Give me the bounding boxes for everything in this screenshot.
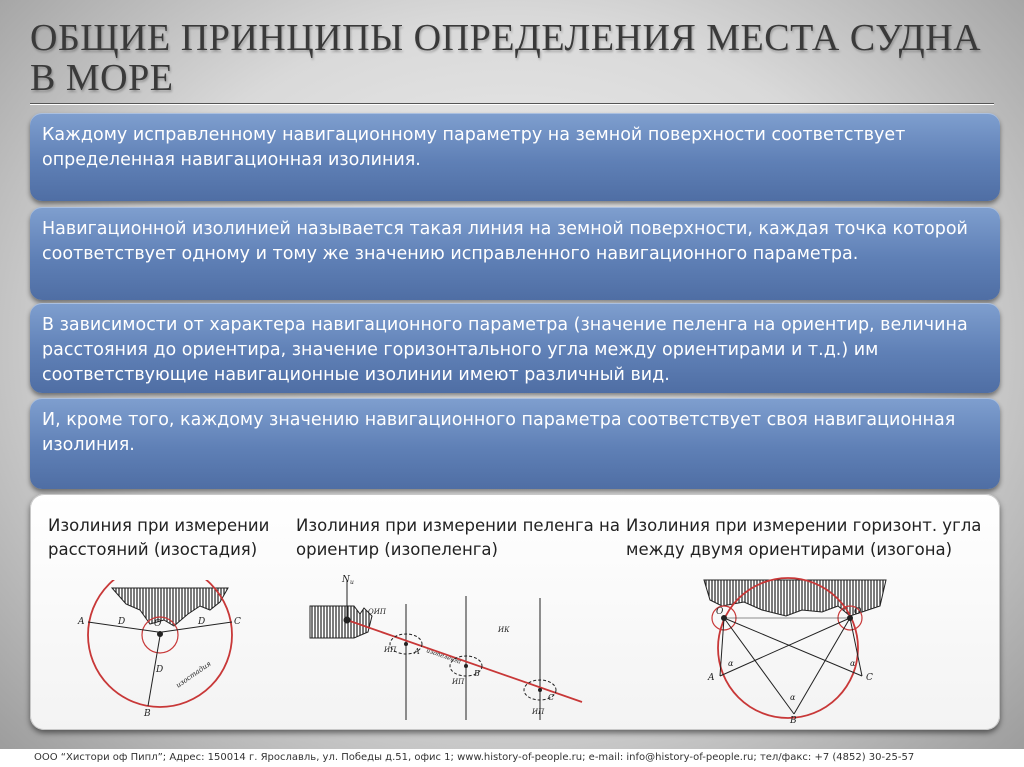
- caption-isostadia: Изолиния при измерении расстояний (изостадия): [48, 516, 270, 559]
- info-card-2-text: Навигационной изолинией называется такая линия на земной поверхности, каждая точка которой соответствует одному и тому же значению исправленного навигационного параметра.: [42, 219, 968, 264]
- fig2-label-iso: изопеленга: [425, 647, 462, 666]
- fig1-label-iso: изостадия: [174, 659, 213, 690]
- fig1-label-a: A: [78, 617, 85, 627]
- fig2-label-c: C: [548, 693, 555, 702]
- isostadia-diagram: [70, 580, 290, 720]
- figures-panel: [30, 494, 1000, 730]
- fig3-label-alpha2: α: [850, 659, 856, 668]
- info-card-3: [30, 303, 1000, 393]
- fig2-label-ip2: ИП: [452, 678, 465, 686]
- fig2-label-a: A: [414, 647, 420, 656]
- fig3-label-a: A: [708, 673, 715, 683]
- info-card-3-text: В зависимости от характера навигационного параметра (значение пеленга на ориентир, величина расстояния до ориентира, значение горизонтального угла между ориентирами и т.д.) им соответствующие навигационные изолинии имеют различный вид.: [42, 315, 968, 385]
- info-card-1-text: Каждому исправленному навигационному параметру на земной поверхности соответствует определенная навигационная изолиния.: [42, 125, 906, 170]
- fig2-label-n: N: [342, 575, 350, 585]
- fig2-label-b: B: [474, 669, 480, 678]
- page-title: ОБЩИЕ ПРИНЦИПЫ ОПРЕДЕЛЕНИЯ МЕСТА СУДНА В МОРЕ: [30, 17, 982, 99]
- footer-contacts: ООО “Хистори оф Пипл”; Адрес: 150014 г. Ярославль, ул. Победы д.51, офис 1; www.history-of-people.ru; e-mail: info@history-of-people.ru; тел/факс: +7 (4852) 30-25-57: [0, 749, 1024, 767]
- info-card-4-text: И, кроме того, каждому значению навигационного параметра соответствует своя навигационная изолиния.: [42, 410, 956, 455]
- info-card-1: [30, 113, 1000, 201]
- info-card-4: [30, 398, 1000, 489]
- fig1-label-c: C: [234, 617, 241, 627]
- title-divider: [30, 103, 994, 104]
- fig2-label-opi: ОИП: [368, 608, 386, 616]
- fig1-label-d2: D: [198, 617, 206, 627]
- fig3-label-alpha1: α: [728, 659, 734, 668]
- caption-isopelenga: Изолиния при измерении пеленга на ориентир (изопеленга): [296, 516, 620, 559]
- fig1-label-d1: D: [118, 617, 126, 627]
- fig1-label-o: O: [154, 619, 162, 629]
- fig3-label-o2: O: [854, 607, 862, 617]
- info-card-2: [30, 207, 1000, 300]
- fig2-label-nsub: и: [350, 579, 354, 586]
- fig1-label-d3: D: [156, 665, 164, 675]
- isopelenga-diagram: [302, 574, 612, 724]
- fig1-label-b: B: [144, 709, 151, 719]
- caption-isogona: Изолиния при измерении горизонт. угла между двумя ориентирами (изогона): [626, 516, 982, 559]
- fig3-label-b: B: [790, 716, 797, 724]
- isogona-diagram: [702, 576, 902, 724]
- fig3-label-o1: O: [716, 607, 724, 617]
- fig2-label-ik: ИК: [498, 626, 510, 634]
- fig3-label-c: C: [866, 673, 873, 683]
- fig2-label-ip1: ИП: [384, 646, 397, 654]
- fig2-label-ip3: ИП: [532, 708, 545, 716]
- fig3-label-alpha3: α: [790, 693, 796, 702]
